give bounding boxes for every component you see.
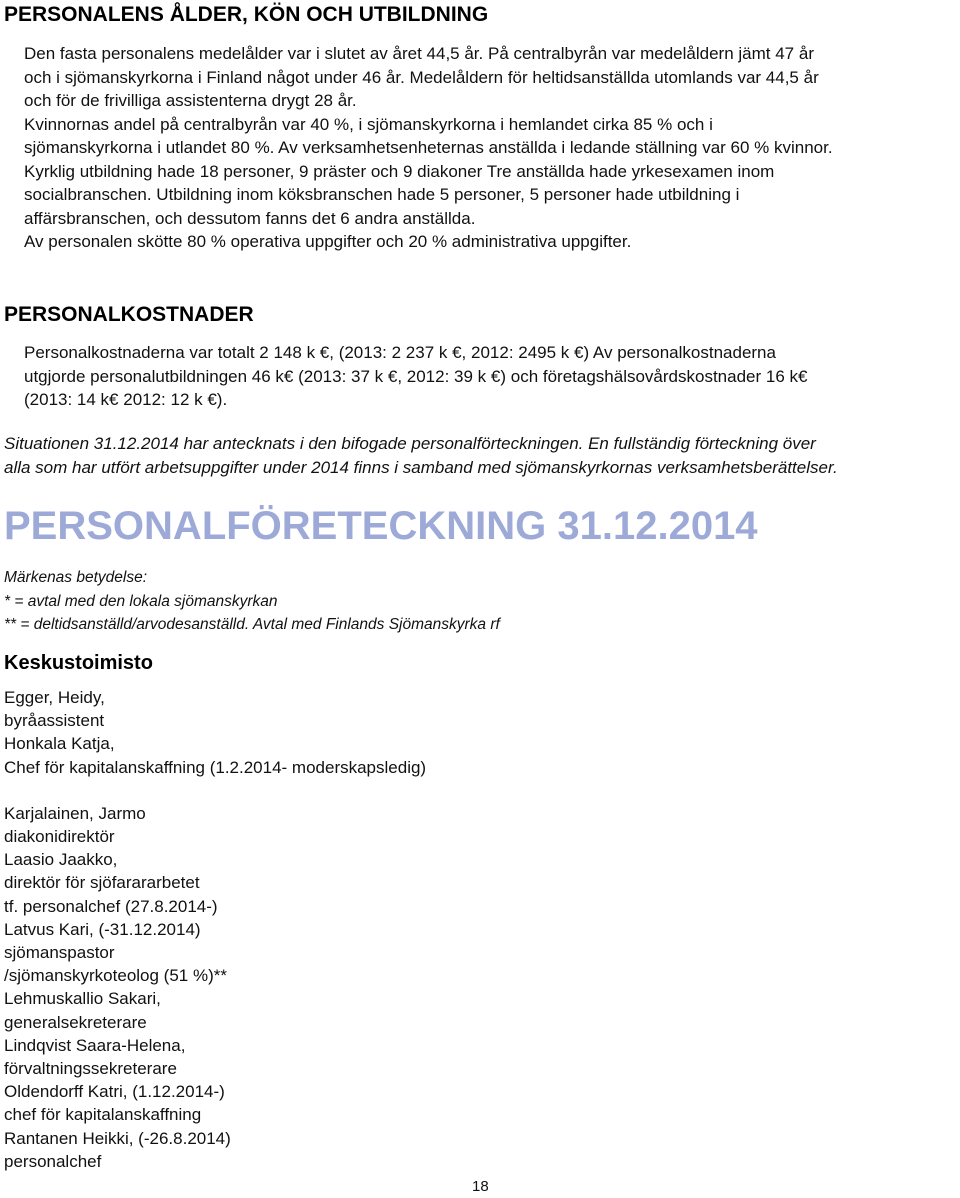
staff-line: Honkala Katja, [4, 734, 115, 754]
section-heading-personnel-list: PERSONALFÖRETECKNING 31.12.2014 [4, 504, 758, 548]
section-heading-age-gender-education: PERSONALENS ÅLDER, KÖN OCH UTBILDNING [4, 3, 489, 26]
section-personnel-costs-text [24, 341, 954, 412]
staff-line: Lehmuskallio Sakari, [4, 989, 161, 1009]
staff-line: Latvus Kari, (-31.12.2014) [4, 919, 201, 939]
legend-item: * = avtal med den lokala sjömanskyrkan [4, 592, 278, 610]
staff-line: diakonidirektör [4, 827, 115, 847]
paragraph-line: Kyrklig utbildning hade 18 personer, 9 präster och 9 diakoner Tre anställda hade yrkesexamen inom [24, 161, 775, 181]
paragraph-line: sjömanskyrkorna i utlandet 80 %. Av verksamhetsenheternas anställda i ledande ställning var 60 % kvinnor. [24, 138, 833, 157]
staff-line: Laasio Jaakko, [4, 850, 118, 870]
spacer [4, 779, 904, 802]
staff-line: förvaltningssekreterare [4, 1059, 177, 1079]
staff-line: /sjömanskyrkoteolog (51 %)** [4, 966, 227, 986]
paragraph-line: Den fasta personalens medelålder var i slutet av året 44,5 år. På centralbyrån var medelåldern jämt 47 år [24, 44, 814, 63]
staff-line: byråassistent [4, 711, 105, 731]
paragraph-line: utgjorde personalutbildningen 46 k€ (2013: 37 k €, 2012: 39 k €) och företagshälsovårdskostnader 16 k€ [24, 366, 808, 386]
staff-line: generalsekreterare [4, 1012, 147, 1032]
staff-line: tf. personalchef (27.8.2014-) [4, 896, 218, 916]
staff-line: Egger, Heidy, [4, 688, 105, 707]
paragraph-line: och för de frivilliga assistenterna drygt 28 år. [24, 91, 357, 110]
section-heading-personnel-costs: PERSONALKOSTNADER [4, 303, 254, 326]
staff-line: personalchef [4, 1151, 102, 1171]
paragraph-line: socialbranschen. Utbildning inom köksbranschen hade 5 personer, 5 personer hade utbildning i [24, 185, 740, 204]
staff-line: Lindqvist Saara-Helena, [4, 1035, 186, 1055]
staff-line: Karjalainen, Jarmo [4, 803, 146, 823]
staff-line: direktör för sjöfarararbetet [4, 873, 200, 893]
paragraph-line: (2013: 14 k€ 2012: 12 k €). [24, 390, 228, 409]
staff-line: sjömanspastor [4, 943, 115, 963]
marks-legend [4, 566, 954, 637]
paragraph-line: och i sjömanskyrkorna i Finland något under 46 år. Medelåldern för heltidsanställda utomlands var 44,5 år [24, 67, 819, 87]
staff-line: Chef för kapitalanskaffning (1.2.2014- moderskapsledig) [4, 757, 427, 777]
staff-line: chef för kapitalanskaffning [4, 1105, 202, 1125]
staff-line: Oldendorff Katri, (1.12.2014-) [4, 1082, 225, 1102]
legend-item: ** = deltidsanställd/arvodesanställd. Avtal med Finlands Sjömanskyrka rf [4, 616, 500, 633]
paragraph-line: Av personalen skötte 80 % operativa uppgifter och 20 % administrativa uppgifter. [24, 232, 632, 251]
paragraph-line: Situationen 31.12.2014 har antecknats i den bifogade personalförteckningen. En fullständig förteckning över [4, 434, 816, 453]
legend-title: Märkenas betydelse: [4, 569, 148, 586]
staff-line: Rantanen Heikki, (-26.8.2014) [4, 1128, 231, 1148]
situation-note [4, 432, 954, 479]
section-age-gender-education-text [24, 42, 954, 254]
page-number: 18 [472, 1178, 489, 1195]
subheading-central-office: Keskustoimisto [4, 652, 153, 674]
paragraph-line: Personalkostnaderna var totalt 2 148 k €, (2013: 2 237 k €, 2012: 2495 k €) Av personalkostnaderna [24, 343, 776, 362]
paragraph-line: alla som har utfört arbetsuppgifter under 2014 finns i samband med sjömanskyrkornas verksamhetsberättelser. [4, 457, 838, 477]
paragraph-line: Kvinnornas andel på centralbyrån var 40 %, i sjömanskyrkorna i hemlandet cirka 85 % och i [24, 114, 713, 134]
paragraph-line: affärsbranschen, och dessutom fanns det 6 andra anställda. [24, 208, 476, 228]
staff-list [4, 686, 904, 1173]
